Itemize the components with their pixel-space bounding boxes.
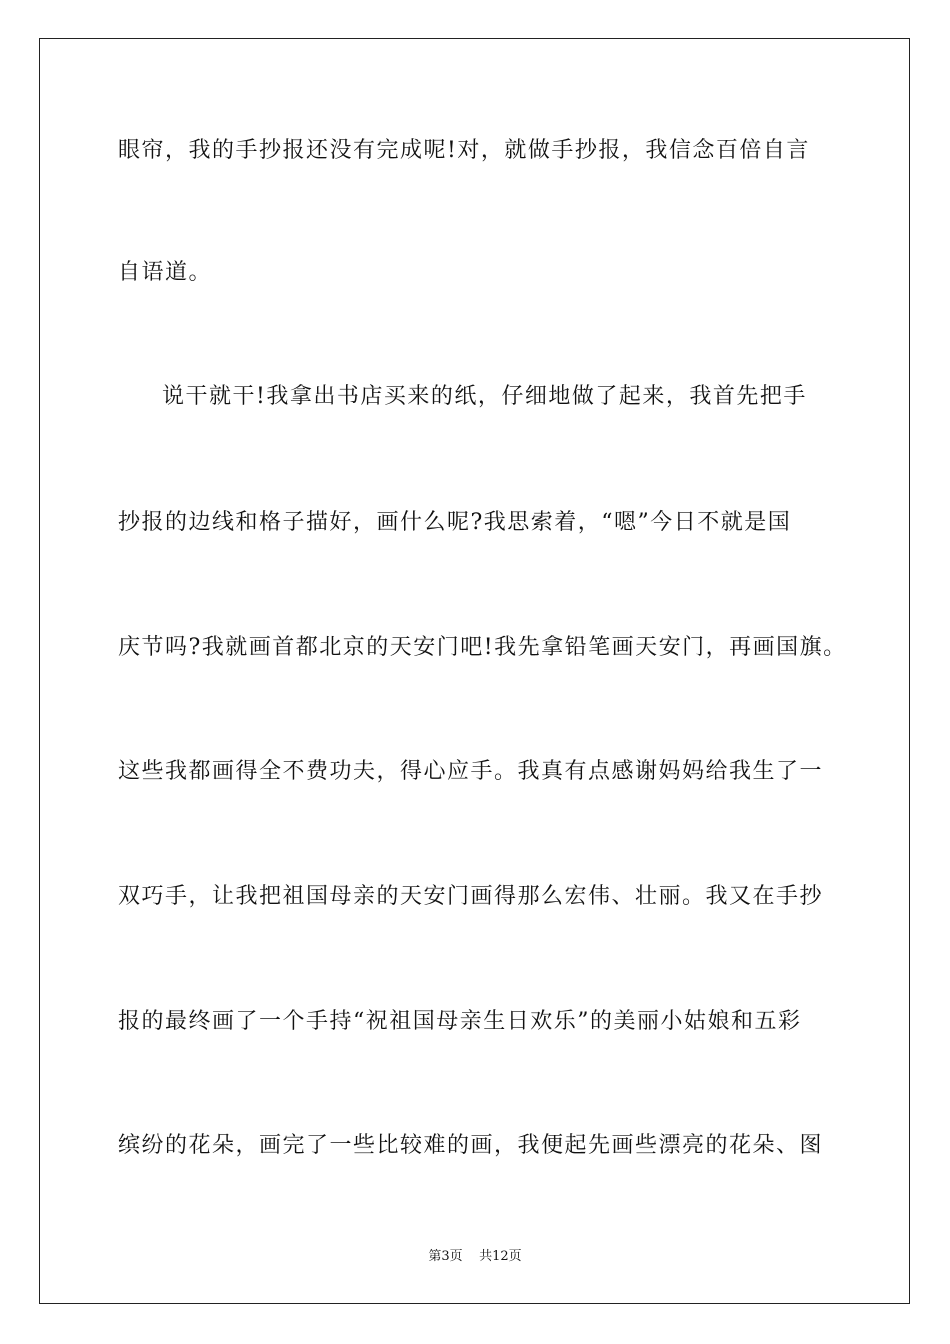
- body-text-line: 庆节吗?我就画首都北京的天安门吧!我先拿铅笔画天安门，再画国旗。: [118, 635, 847, 660]
- body-text-line: 报的最终画了一个手持“祝祖国母亲生日欢乐”的美丽小姑娘和五彩: [118, 1009, 802, 1034]
- body-text-line: 抄报的边线和格子描好，画什么呢?我思索着，“嗯”今日不就是国: [118, 510, 792, 535]
- body-text-line: 眼帘，我的手抄报还没有完成呢!对，就做手抄报，我信念百倍自言: [118, 138, 810, 163]
- page-number: 第3页: [428, 1249, 463, 1264]
- body-text-line: 双巧手，让我把祖国母亲的天安门画得那么宏伟、壮丽。我又在手抄: [118, 884, 824, 909]
- body-text-line: 缤纷的花朵，画完了一些比较难的画，我便起先画些漂亮的花朵、图: [118, 1133, 824, 1158]
- page-footer: [0, 1248, 950, 1266]
- total-pages: 共12页: [479, 1249, 522, 1264]
- body-text-line: 自语道。: [118, 260, 213, 285]
- body-text-line: 这些我都画得全不费功夫，得心应手。我真有点感谢妈妈给我生了一: [118, 759, 824, 784]
- paragraph-start-line: 说干就干!我拿出书店买来的纸，仔细地做了起来，我首先把手: [162, 384, 807, 409]
- page-border: [39, 38, 910, 1304]
